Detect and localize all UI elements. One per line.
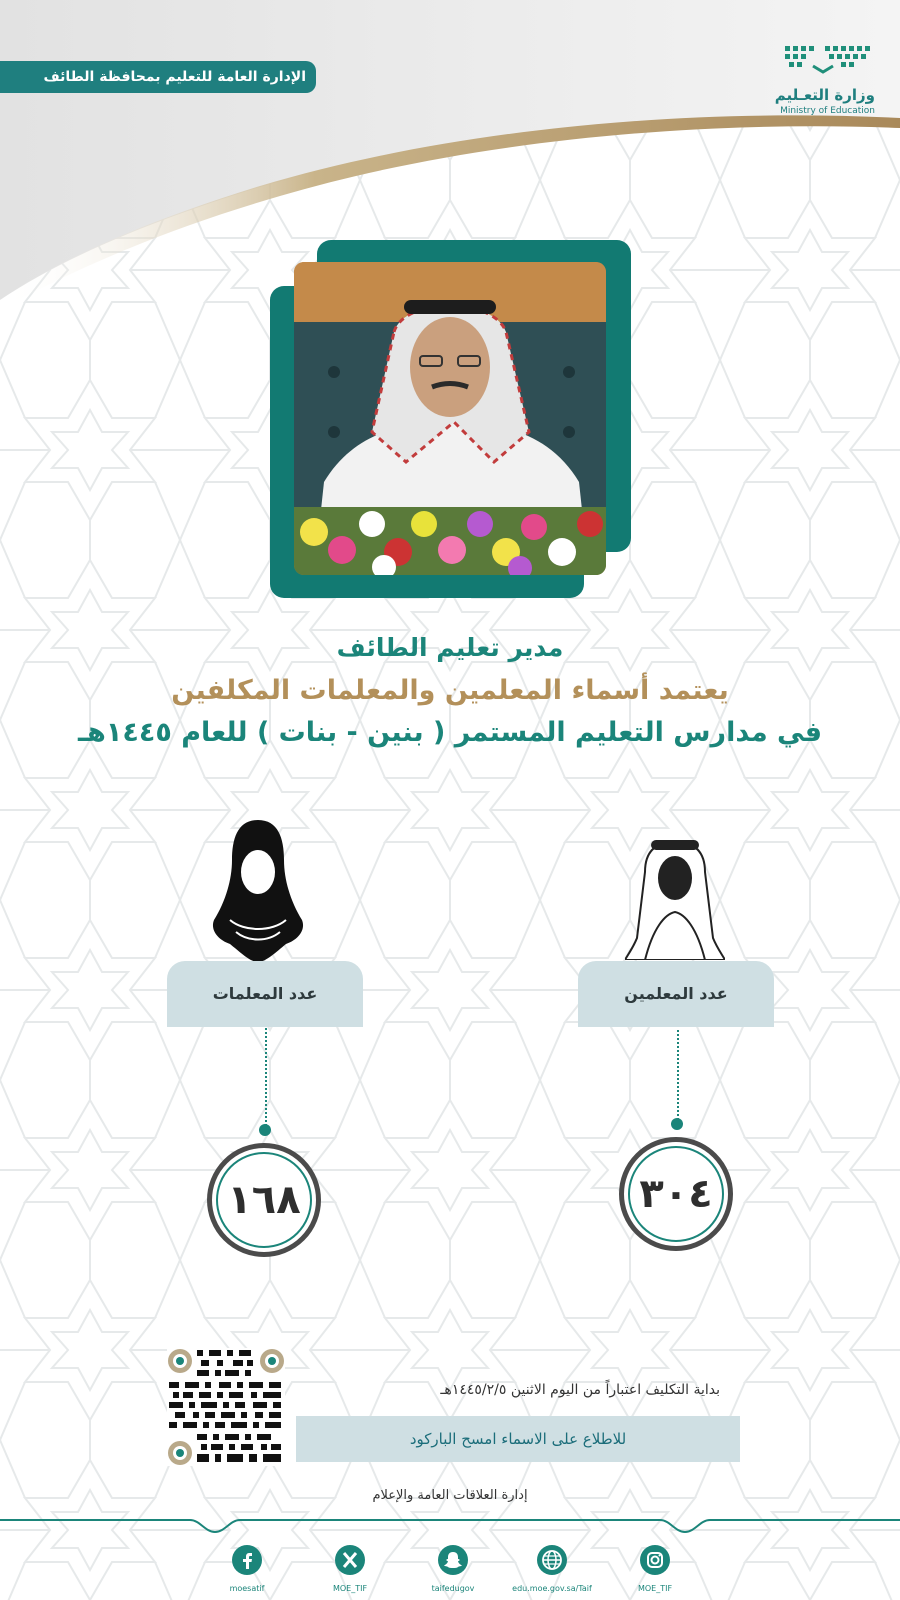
male-count: ٣٠٤: [639, 1171, 713, 1217]
social-website[interactable]: [507, 1544, 597, 1593]
female-teacher-icon: [210, 820, 306, 962]
female-connector: [265, 1028, 267, 1126]
ministry-logo: [745, 44, 885, 124]
globe-icon: [536, 1544, 568, 1576]
director-photo: [294, 262, 606, 575]
social-snapchat[interactable]: [408, 1544, 498, 1593]
x-handle: MOE_TIF: [332, 1584, 368, 1593]
pr-department: إدارة العلاقات العامة والإعلام: [372, 1488, 528, 1503]
assignment-start-text: بداية التكليف اعتباراً من اليوم الاثنين ١٤٤٥/٢/٥هـ: [440, 1382, 720, 1398]
facebook-icon: [231, 1544, 263, 1576]
social-x[interactable]: [305, 1544, 395, 1593]
instagram-icon: [639, 1544, 671, 1576]
instagram-handle: MOE_TIF: [637, 1584, 673, 1593]
qr-code[interactable]: [167, 1348, 285, 1466]
social-instagram[interactable]: [610, 1544, 700, 1593]
headline-line-3: في مدارس التعليم المستمر ( بنين - بنات ) للعام ١٤٤٥هـ: [77, 717, 823, 748]
website-url: edu.moe.gov.sa/Taif: [512, 1584, 592, 1593]
snapchat-handle: taifedugov: [431, 1584, 475, 1593]
x-icon: [334, 1544, 366, 1576]
female-count: ١٦٨: [227, 1177, 301, 1223]
ministry-name-en: Ministry of Education: [780, 106, 875, 116]
female-connector-dot: [259, 1124, 271, 1136]
male-connector-dot: [671, 1118, 683, 1130]
female-teachers-label: عدد المعلمات: [167, 961, 363, 1027]
male-connector: [677, 1030, 679, 1120]
female-count-circle: [207, 1143, 321, 1257]
male-count-circle: [619, 1137, 733, 1251]
male-teachers-label: عدد المعلمين: [578, 961, 774, 1027]
ministry-logo-dots-icon: [785, 44, 871, 76]
ministry-name-ar: وزارة التعـليم: [774, 86, 875, 104]
social-facebook[interactable]: [202, 1544, 292, 1593]
headline-line-1: مدير تعليم الطائف: [336, 633, 564, 662]
snapchat-icon: [437, 1544, 469, 1576]
region-badge: الإدارة العامة للتعليم بمحافظة الطائف: [0, 61, 316, 93]
headline-line-2: يعتمد أسماء المعلمين والمعلمات المكلفين: [171, 675, 729, 706]
scan-barcode-box: للاطلاع على الاسماء امسح الباركود: [296, 1416, 740, 1462]
facebook-handle: moesatif: [229, 1584, 265, 1593]
male-teacher-icon: [625, 838, 725, 960]
